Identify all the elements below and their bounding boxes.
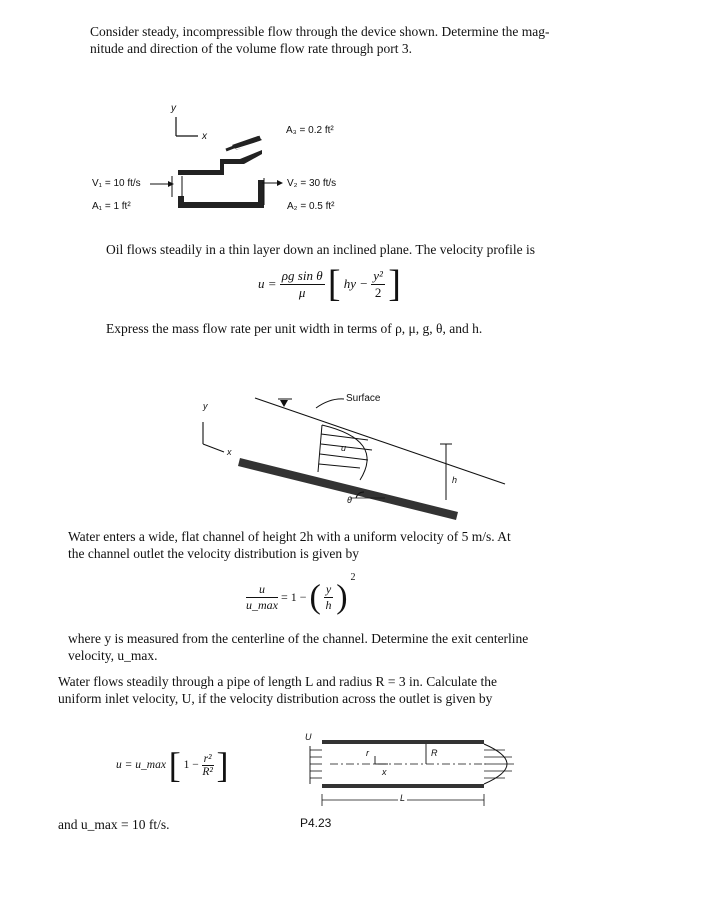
eq4-R2: R²	[202, 765, 213, 778]
eq3-den: u_max	[246, 597, 278, 612]
axis-y-label: y	[171, 103, 176, 114]
eq3-yh-fraction	[324, 582, 333, 613]
eq2-y2: y²	[373, 267, 383, 283]
eq2-lhs: u =	[258, 276, 277, 291]
incline-axis-x: x	[227, 447, 232, 457]
pipe-U-label: U	[305, 732, 312, 742]
eq2-y2-fraction	[371, 268, 385, 301]
problem3-equation: $\frac{u}{u\_\max}$ = 1 − ( $\frac{y}{h}$ ) $^2$	[246, 572, 356, 616]
axis-x-label: x	[202, 131, 207, 142]
problem1-line2: nitude and direction of the volume flow rate through port 3.	[90, 41, 413, 56]
eq2-fraction	[280, 268, 325, 301]
problem3-where-line2: velocity, u_max.	[68, 648, 158, 663]
problem2-express: Express the mass flow rate per unit width in terms of ρ, μ, g, θ, and h.	[106, 321, 483, 336]
surface-label: Surface	[346, 393, 381, 404]
eq3-power: 2	[350, 572, 356, 583]
pipe-figure	[0, 730, 703, 810]
pipe-R-label: R	[431, 748, 438, 758]
problem4-equation: u = u_max [ 1 − $\frac{\text{r²}}{\text{R²}}$ ]	[116, 745, 229, 785]
problem4-line2: uniform inlet velocity, U, if the velocity distribution across the outlet is given by	[58, 691, 493, 706]
device-drawing	[0, 0, 703, 230]
inclined-plane-figure	[0, 380, 703, 530]
eq2-num: ρg sin θ	[281, 267, 323, 283]
eq3-fraction	[246, 582, 278, 613]
problem3-text	[68, 528, 648, 562]
pipe-drawing	[0, 730, 703, 810]
eq3-num: u	[246, 582, 278, 598]
a2-label: A₂ = 0.5 ft²	[287, 201, 335, 212]
theta-label: θ	[347, 495, 352, 505]
problem3-line2: the channel outlet the velocity distribution is given by	[68, 546, 359, 561]
eq3-h: h	[325, 597, 332, 612]
eq4-lhs: u = u_max	[116, 759, 166, 771]
v2-label: V₂ = 30 ft/s	[287, 178, 337, 189]
problem4-line1: Water flows steadily through a pipe of length L and radius R = 3 in. Calculate the	[58, 674, 498, 689]
a1-label: A₁ = 1 ft²	[92, 201, 131, 212]
eq4-r2: r²	[203, 752, 212, 765]
problem3-where-line1: where y is measured from the centerline of the channel. Determine the exit centerline	[68, 631, 529, 646]
eq3-rhs: = 1 −	[281, 589, 307, 604]
problem1-line1: Consider steady, incompressible flow through the device shown. Determine the mag-	[90, 24, 550, 39]
device-figure	[0, 0, 703, 230]
problem2-equation: u = $\frac{\text{ρg sin θ}}{\mu}$ [ hy − $\frac{\text{y²}}{2}$ ]	[258, 263, 401, 305]
figure-label: P4.23	[300, 816, 332, 830]
pipe-L-label: L	[400, 793, 406, 803]
problem3-where	[68, 630, 648, 664]
a3-label: A₃ = 0.2 ft²	[286, 125, 334, 136]
problem4-text	[58, 673, 658, 707]
eq2-den: μ	[298, 284, 306, 300]
u-label: u	[341, 443, 347, 453]
problem3-line1: Water enters a wide, flat channel of height 2h with a uniform velocity of 5 m/s. At	[68, 529, 511, 544]
h-label: h	[452, 475, 458, 485]
eq4-one: 1 −	[183, 759, 199, 771]
problem2-text: Oil flows steadily in a thin layer down an inclined plane. The velocity profile is	[106, 242, 536, 257]
eq2-bracket: hy −	[343, 276, 369, 291]
pipe-r-label: r	[366, 748, 369, 758]
incline-axis-y: y	[203, 401, 208, 411]
v1-label: V₁ = 10 ft/s	[92, 178, 141, 189]
pipe-x-label: x	[382, 767, 387, 777]
eq2-two: 2	[374, 284, 382, 300]
problem4-and: and u_max = 10 ft/s.	[58, 817, 170, 832]
eq3-y: y	[325, 581, 332, 596]
